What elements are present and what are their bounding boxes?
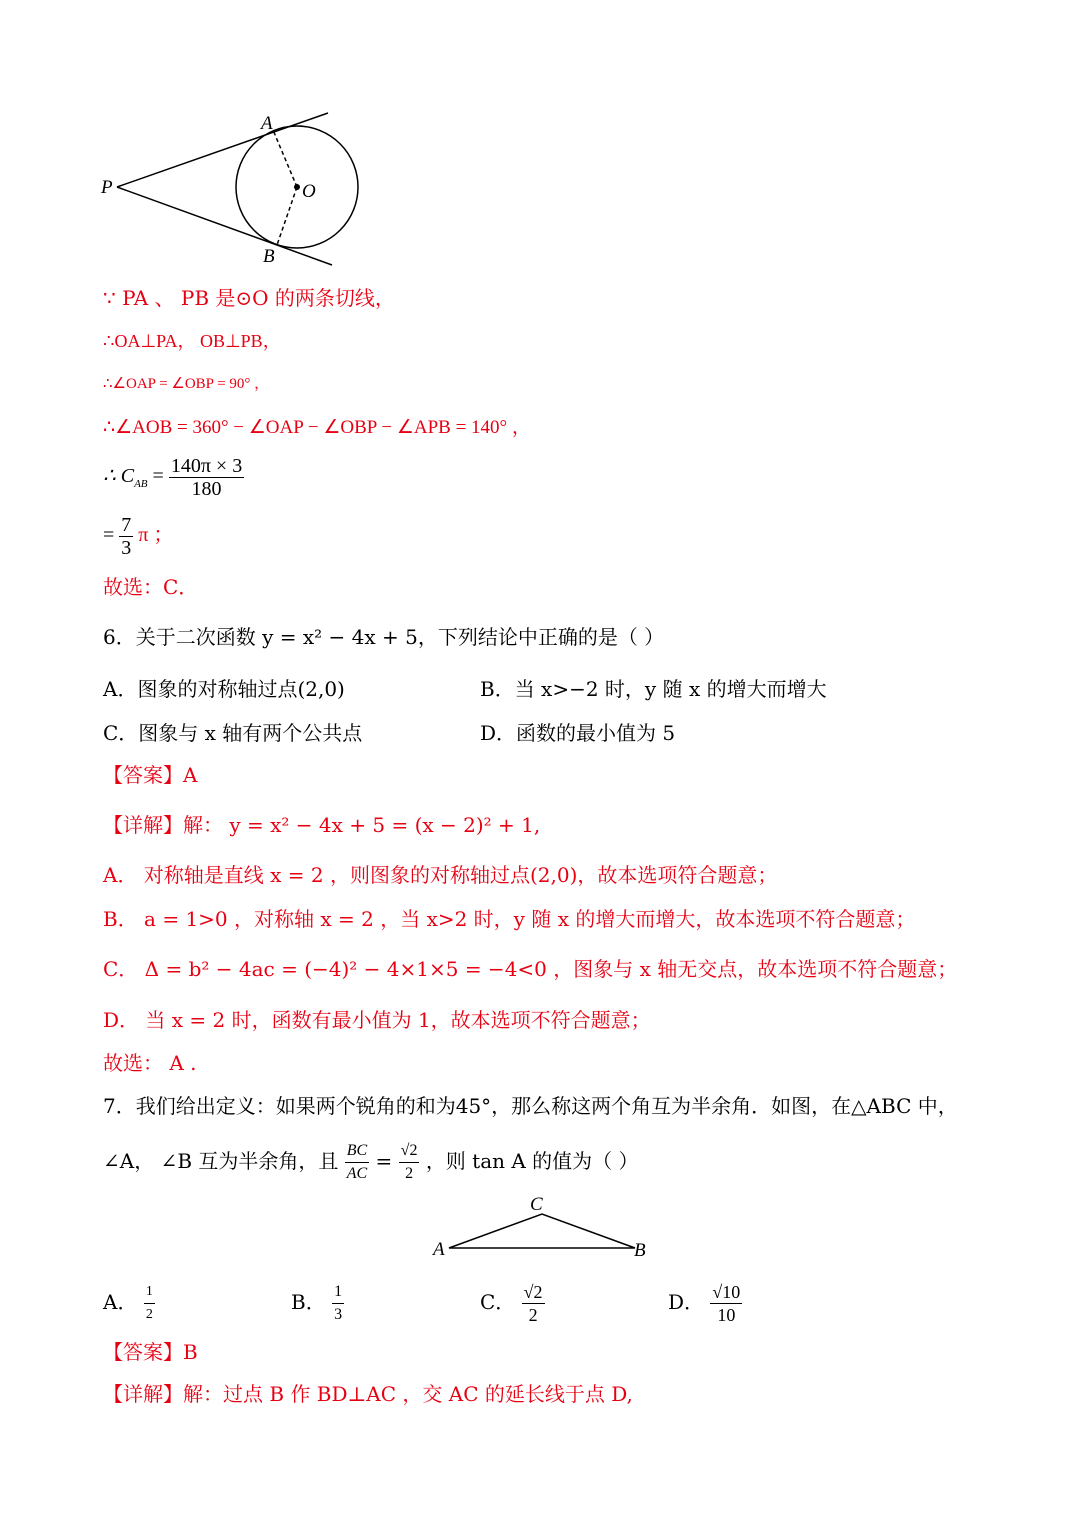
q7-detail-tag: 【详解】 [103, 1382, 183, 1406]
radius-oa [273, 130, 297, 187]
sol5-line3: ∴∠OAP = ∠OBP = 90° ， [103, 376, 270, 392]
result-fraction [119, 514, 133, 559]
q7-option-a-frac [144, 1281, 155, 1326]
q6-choice: 故选： A . [103, 1051, 197, 1075]
q7-rhs-fraction [399, 1140, 420, 1185]
q7-option-b [291, 1281, 344, 1326]
arc-length-symbol: ∴ C [103, 465, 135, 488]
arc-fraction-den: 180 [191, 478, 222, 500]
q7-option-b-num: 1 [332, 1281, 344, 1304]
q7-option-c-frac [522, 1281, 545, 1326]
q7-stem-post: ，则 tan A 的值为（ ） [425, 1149, 639, 1173]
q7-option-c-den: 2 [528, 1305, 538, 1325]
arc-sub: AB [134, 478, 148, 491]
q7-stem-line1: 7．我们给出定义：如果两个锐角的和为45°，那么称这两个角互为半余角．如图，在△ABC 中， [103, 1094, 958, 1118]
q7-option-d [668, 1281, 742, 1326]
answer-value: A [183, 763, 198, 787]
label-a: A [261, 113, 273, 134]
q7-answer-value: B [183, 1340, 198, 1364]
q7-option-d-frac [710, 1281, 742, 1326]
q7-detail-text: 解：过点 B 作 BD⊥AC ，交 AC 的延长线于点 D, [183, 1382, 633, 1406]
q7-option-d-den: 10 [717, 1305, 736, 1325]
tangent-circle-figure [95, 105, 395, 275]
q6-option-b: B．当 x>−2 时，y 随 x 的增大而增大 [480, 677, 827, 701]
q6-explain-a: A． 对称轴是直线 x = 2 ，则图象的对称轴过点(2,0)，故本选项符合题意； [103, 863, 778, 887]
q7-option-b-frac [332, 1281, 344, 1326]
tangent-line-pb [117, 187, 332, 265]
label-a2: A [433, 1239, 445, 1260]
tangent-line-pa [117, 113, 328, 187]
q7-option-a [103, 1281, 155, 1326]
q7-option-a-label: A． [103, 1290, 138, 1314]
q6-option-a: A．图象的对称轴过点(2,0) [103, 677, 345, 701]
q7-option-c [480, 1281, 545, 1326]
triangle-abc-figure [425, 1193, 665, 1263]
q7-ratio-den: AC [346, 1165, 368, 1182]
q7-option-b-den: 3 [334, 1306, 343, 1323]
q6-explain-c: C． Δ = b² − 4ac = (−4)² − 4×1×5 = −4<0 ，图象与 x 轴无交点，故本选项不符合题意； [103, 957, 958, 981]
q7-answer-tag: 【答案】 [103, 1340, 183, 1364]
q7-answer [103, 1338, 198, 1366]
q7-option-d-num: √10 [712, 1282, 741, 1302]
sol5-choice: 故选：C． [103, 575, 199, 599]
arc-fraction-num: 140π × 3 [170, 455, 243, 477]
detail-tag: 【详解】 [103, 813, 183, 837]
q7-ratio-fraction [345, 1140, 369, 1185]
answer-tag: 【答案】 [103, 763, 183, 787]
q7-option-c-label: C． [480, 1290, 516, 1314]
q7-option-a-num: 1 [144, 1281, 155, 1304]
q7-detail [103, 1380, 633, 1408]
center-dot [294, 184, 300, 190]
q7-ratio-num: BC [345, 1140, 369, 1163]
q7-option-c-num: √2 [523, 1282, 543, 1302]
label-b2: B [634, 1240, 646, 1261]
label-c2: C [530, 1194, 543, 1215]
q7-option-d-label: D． [668, 1290, 705, 1314]
q6-stem: 6．关于二次函数 y = x² − 4x + 5，下列结论中正确的是（ ） [103, 625, 665, 649]
q7-option-b-label: B． [291, 1290, 326, 1314]
q7-equals: = [375, 1149, 393, 1173]
q6-option-d: D．函数的最小值为 5 [480, 721, 676, 745]
sol5-line1: ∵ PA 、 PB 是⊙O 的两条切线， [103, 286, 395, 310]
label-p: P [101, 177, 113, 198]
q6-explain-d: D． 当 x = 2 时，函数有最小值为 1，故本选项不符合题意； [103, 1008, 651, 1032]
q6-answer [103, 761, 197, 789]
sol5-line5: ∴ $C_{AB}$ = $\frac{140\pi \times 3}{180}$ [103, 455, 243, 500]
sol5-line2: ∴OA⊥PA， OB⊥PB， [103, 331, 281, 351]
q6-option-c: C．图象与 x 轴有两个公共点 [103, 721, 363, 745]
q6-detail [103, 811, 540, 839]
sol5-line4: ∴∠AOB = 360° − ∠OAP − ∠OBP − ∠APB = 140° ， [103, 417, 531, 438]
q6-explain-b: B． a = 1>0 ，对称轴 x = 2 ，当 x>2 时，y 随 x 的增大而增大，故本选项不符合题意； [103, 907, 916, 931]
label-b: B [263, 246, 275, 267]
result-suffix: π ； [138, 524, 174, 547]
detail-text: 解： y = x² − 4x + 5 = (x − 2)² + 1, [183, 813, 541, 837]
q7-rhs-num: √2 [399, 1140, 420, 1163]
result-den: 3 [121, 537, 132, 559]
q7-stem-pre: ∠A， ∠B 互为半余角，且 [103, 1149, 339, 1173]
result-num: 7 [121, 514, 132, 536]
q7-stem-line2 [103, 1140, 639, 1185]
label-o: O [302, 181, 316, 202]
sol5-line6: = $\frac{7}{3}$ π ； [103, 514, 174, 559]
triangle-abc [449, 1214, 635, 1248]
q7-rhs-den: 2 [405, 1165, 414, 1182]
arc-fraction [169, 455, 244, 500]
radius-ob [277, 187, 297, 245]
q7-option-a-den: 2 [145, 1307, 153, 1322]
